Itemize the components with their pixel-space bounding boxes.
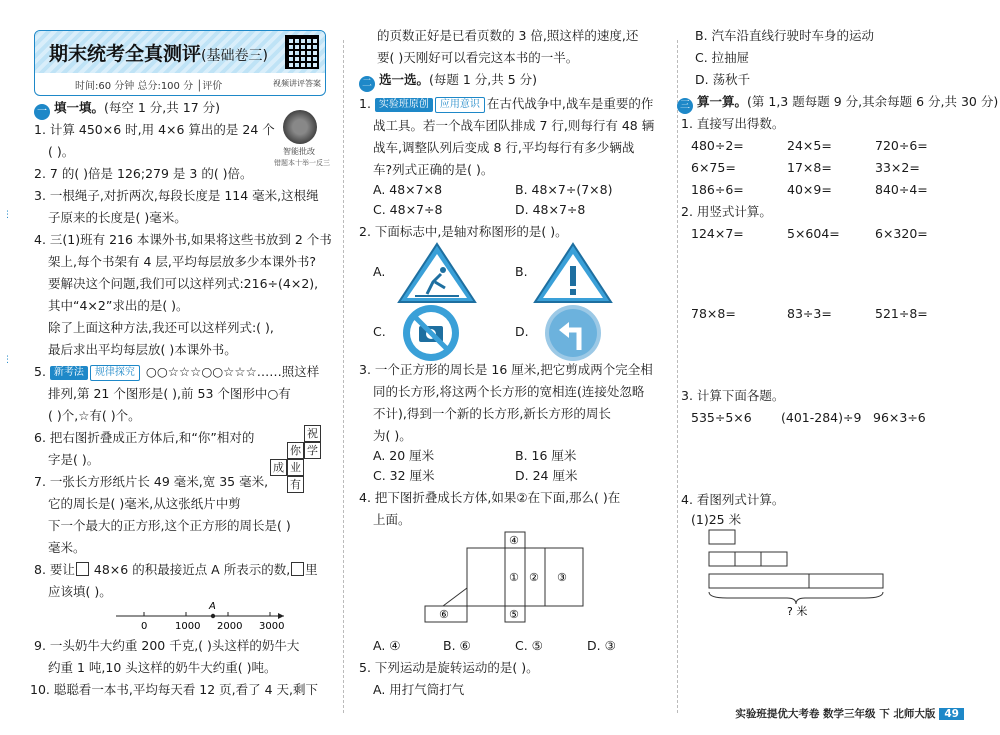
column-divider: [343, 40, 344, 713]
mc-option[interactable]: D. ③: [587, 638, 616, 653]
calc-item[interactable]: 40×9=: [787, 182, 832, 197]
bar-model-diagram: [707, 526, 887, 616]
section-badge: 二: [359, 76, 375, 92]
q4-line-1: 4. 三(1)班有 216 本课外书,如果将这些书放到 2 个书: [34, 232, 332, 247]
calc-item[interactable]: 83÷3=: [787, 306, 832, 321]
calc-item[interactable]: 96×3÷6: [873, 410, 926, 425]
no-camera-sign-icon[interactable]: [391, 302, 471, 364]
calc-item[interactable]: 33×2=: [875, 160, 920, 175]
section-note: (每空 1 分,共 17 分): [104, 100, 220, 115]
section-1-heading: [34, 98, 220, 120]
qr-caption: 视频讲评答案: [273, 79, 321, 88]
mc-option[interactable]: D. 荡秋千: [695, 72, 751, 87]
bar-long: [809, 574, 883, 588]
calc-item[interactable]: 480÷2=: [691, 138, 744, 153]
qr-code-icon[interactable]: [285, 35, 319, 69]
mc-option[interactable]: C. ⑤: [515, 638, 543, 653]
cube-face: 学: [304, 442, 321, 459]
q10-line-2: 的页数正好是已看页数的 3 倍,照这样的速度,还: [377, 28, 639, 43]
mc-q1-line-2: 战工具。若一个战车团队排成 7 行,则每行有 48 辆: [373, 118, 655, 133]
q5-line-1-text: ……照这样: [256, 364, 320, 379]
smart-grading-caption: 智能批改: [283, 147, 315, 156]
q5-line-2: 排列,第 21 个图形是( ),前 53 个图形中○有: [48, 386, 291, 401]
point-a-label: A: [209, 601, 216, 612]
mc-q3-line-1: 3. 一个正方形的周长是 16 厘米,把它剪成两个完全相: [359, 362, 653, 377]
section-note: (每题 1 分,共 5 分): [429, 72, 538, 87]
number-line: [116, 598, 286, 632]
bar-unit: [735, 552, 761, 566]
tear-mark-icon: ⋮: [3, 355, 12, 365]
q2-line-1: 2. 7 的( )倍是 126;279 是 3 的( )倍。: [34, 166, 253, 181]
section-title: 算一算。: [697, 94, 748, 109]
q5-number: 5.: [34, 364, 46, 379]
mc-option[interactable]: B. 汽车沿直线行驶时车身的运动: [695, 28, 875, 43]
q7-line-1: 7. 一张长方形纸片长 49 毫米,宽 35 毫米,: [34, 474, 269, 489]
original-tag: 实验班原创: [375, 98, 433, 112]
mc-q3-line-4: 为( )。: [373, 428, 412, 443]
bar-unit: [709, 530, 735, 544]
calc-q3: 3. 计算下面各题。: [681, 388, 785, 403]
tick-label: 3000: [259, 621, 285, 632]
unknown-label: ? 米: [787, 605, 808, 616]
mc-option[interactable]: D.: [515, 324, 529, 339]
bar-unit: [761, 552, 787, 566]
q10-line-3: 要( )天刚好可以看完这本书的一半。: [377, 50, 579, 65]
section-3-heading: [677, 92, 998, 114]
column-divider: [677, 40, 678, 713]
calc-item[interactable]: 521÷8=: [875, 306, 928, 321]
mc-option[interactable]: A. 用打气筒打气: [373, 682, 465, 697]
mc-q3-line-2: 同的长方形,将这两个长方形的宽相连(连接处忽略: [373, 384, 645, 399]
cube-face: 祝: [304, 425, 321, 442]
section-note: (第 1,3 题每题 9 分,其余每题 6 分,共 30 分): [747, 94, 999, 109]
footer-text: 实验班提优大考卷 数学三年级 下 北师大版: [735, 708, 936, 720]
calc-item[interactable]: (401-284)÷9: [781, 410, 862, 425]
net-label: ④: [509, 534, 519, 547]
section-badge: 一: [34, 104, 50, 120]
page-footer: [735, 706, 964, 721]
q9-line-2: 约重 1 吨,10 头这样的奶牛大约重( )吨。: [48, 660, 277, 675]
exclamation-warning-sign-icon[interactable]: [533, 242, 613, 304]
calc-item[interactable]: 186÷6=: [691, 182, 744, 197]
q8-suffix: 里: [305, 562, 318, 577]
mc-option[interactable]: A. ④: [373, 638, 401, 653]
mc-option[interactable]: C. 拉抽屉: [695, 50, 750, 65]
mc-q3-line-3: 不计),得到一个新的长方形,新长方形的周长: [373, 406, 611, 421]
q4-line-4: 其中“4×2”求出的是( )。: [48, 298, 189, 313]
mc-q1-line-4: 车?列式正确的是( )。: [373, 162, 494, 177]
bar-long: [709, 574, 809, 588]
q6-line-2: 字是( )。: [48, 452, 100, 467]
section-title: 选一选。: [379, 72, 430, 87]
calc-item[interactable]: 6×320=: [875, 226, 928, 241]
answer-box[interactable]: [291, 562, 304, 576]
tick-label: 1000: [175, 621, 201, 632]
calc-item[interactable]: 535÷5×6: [691, 410, 752, 425]
mc-q2-line-1: 2. 下面标志中,是轴对称图形的是( )。: [359, 224, 568, 239]
calc-item[interactable]: 78×8=: [691, 306, 736, 321]
calc-item[interactable]: 6×75=: [691, 160, 736, 175]
q8-text: 48×6 的积最接近点 A 所表示的数,: [93, 562, 291, 577]
calc-item[interactable]: 124×7=: [691, 226, 744, 241]
calc-item[interactable]: 24×5=: [787, 138, 832, 153]
mc-q4-line-1: 4. 把下图折叠成长方体,如果②在下面,那么( )在: [359, 490, 621, 505]
mc-q4-line-2: 上面。: [373, 512, 411, 527]
tick-label: 0: [141, 621, 148, 632]
mc-option[interactable]: C.: [373, 324, 386, 339]
smart-grading-caption-2: 错题本十举一反三: [274, 159, 330, 167]
q4-line-6: 最后求出平均每层放( )本课外书。: [48, 342, 237, 357]
q6-line-1: 6. 把右图折叠成正方体后,和“你”相对的: [34, 430, 255, 445]
calc-q4: 4. 看图列式计算。: [681, 492, 785, 507]
q1-line-2: ( )。: [48, 144, 75, 159]
calc-q4-sub: (1)25 米: [691, 512, 742, 527]
q7-line-2: 它的周长是( )毫米,从这张纸片中剪: [48, 496, 241, 511]
exam-header: [34, 30, 326, 96]
section-badge: 三: [677, 98, 693, 114]
exam-subtitle: (基础卷三): [201, 48, 268, 64]
calc-item[interactable]: 840÷4=: [875, 182, 928, 197]
tear-mark-icon: ⋮: [3, 210, 12, 220]
mc-option[interactable]: B.: [515, 264, 528, 279]
net-label: ②: [529, 571, 539, 584]
q4-line-5: 除了上面这种方法,我还可以这样列式:( ),: [48, 320, 274, 335]
q8-prefix: 8. 要让: [34, 562, 75, 577]
exam-title: [49, 39, 268, 66]
cube-face: 成: [270, 459, 287, 476]
calc-item[interactable]: 720÷6=: [875, 138, 928, 153]
mc-option[interactable]: A.: [373, 264, 386, 279]
mc-option[interactable]: D. 48×7÷8: [515, 202, 586, 217]
q1-line-1: 1. 计算 450×6 时,用 4×6 算出的是 24 个: [34, 122, 275, 137]
cube-face: 有: [287, 476, 304, 493]
turn-left-sign-icon[interactable]: [533, 302, 613, 364]
header-band: [35, 31, 325, 73]
q5-pattern: ○○☆☆☆○○☆☆☆: [145, 364, 257, 379]
mc-q1-line-1: [359, 94, 653, 114]
q5-line-3: ( )个,☆有( )个。: [48, 408, 141, 423]
net-face: [467, 548, 505, 606]
tick-label: 2000: [217, 621, 243, 632]
section-title: 填一填。: [54, 100, 105, 115]
mc-q1-text: 在古代战争中,战车是重要的作: [486, 96, 654, 111]
calc-item[interactable]: 17×8=: [787, 160, 832, 175]
calc-q1: 1. 直接写出得数。: [681, 116, 785, 131]
answer-box[interactable]: [76, 562, 89, 576]
net-label: ⑤: [509, 608, 519, 621]
q8-line-1: [34, 560, 318, 580]
mc-q1-line-3: 战车,调整队列后变成 8 行,平均每行有多少辆战: [373, 140, 635, 155]
q4-line-2: 架上,每个书架有 4 层,平均每层放多少本课外书?: [48, 254, 316, 269]
brace: [709, 592, 883, 604]
calc-item[interactable]: 5×604=: [787, 226, 840, 241]
cube-face: 业: [287, 459, 304, 476]
bar-unit: [709, 552, 735, 566]
cuboid-net-diagram: [423, 528, 613, 628]
mc-option[interactable]: D. 24 厘米: [515, 468, 578, 483]
mc-option[interactable]: C. 32 厘米: [373, 468, 435, 483]
section-2-heading: [359, 70, 537, 92]
q7-line-3: 下一个最大的正方形,这个正方形的周长是( ): [48, 518, 291, 533]
net-label: ①: [509, 571, 519, 584]
mc-option[interactable]: A. 20 厘米: [373, 448, 435, 463]
q8-line-2: 应该填( )。: [48, 584, 112, 599]
application-tag: 应用意识: [435, 97, 485, 113]
cube-face: 你: [287, 442, 304, 459]
pattern-tag: 规律探究: [90, 365, 140, 381]
smart-grading-icon[interactable]: [283, 110, 317, 144]
q10-line-1: 10. 聪聪看一本书,平均每天看 12 页,看了 4 天,剩下: [30, 682, 319, 697]
mc-option[interactable]: C. 48×7÷8: [373, 202, 443, 217]
number-line-arrow: [278, 613, 284, 619]
exam-title-text: 期末统考全真测评: [49, 43, 202, 65]
mc-option[interactable]: B. 16 厘米: [515, 448, 577, 463]
calc-q2: 2. 用竖式计算。: [681, 204, 772, 219]
net-label: ③: [557, 571, 567, 584]
new-method-tag: 新考法: [50, 366, 88, 380]
slippery-warning-sign-icon[interactable]: [397, 242, 477, 304]
net-label: ⑥: [439, 608, 449, 621]
net-edge: [443, 588, 467, 606]
mc-option[interactable]: B. 48×7÷(7×8): [515, 182, 613, 197]
point-a: [211, 614, 215, 618]
q9-line-1: 9. 一头奶牛大约重 200 千克,( )头这样的奶牛大: [34, 638, 300, 653]
q7-line-4: 毫米。: [48, 540, 86, 555]
q3-line-1: 3. 一根绳子,对折两次,每段长度是 114 毫米,这根绳: [34, 188, 319, 203]
q3-line-2: 子原来的长度是( )毫米。: [48, 210, 187, 225]
q4-line-3: 要解决这个问题,我们可以这样列式:216÷(4×2),: [48, 276, 319, 291]
page-number: 49: [939, 708, 964, 720]
mc-q5-line-1: 5. 下列运动是旋转运动的是( )。: [359, 660, 539, 675]
mc-q1-number: 1.: [359, 96, 371, 111]
mc-option[interactable]: B. ⑥: [443, 638, 471, 653]
exam-meta: 时间:60 分钟 总分:100 分 │评价: [75, 81, 223, 92]
q5-line-1: [34, 362, 319, 382]
mc-option[interactable]: A. 48×7×8: [373, 182, 443, 197]
